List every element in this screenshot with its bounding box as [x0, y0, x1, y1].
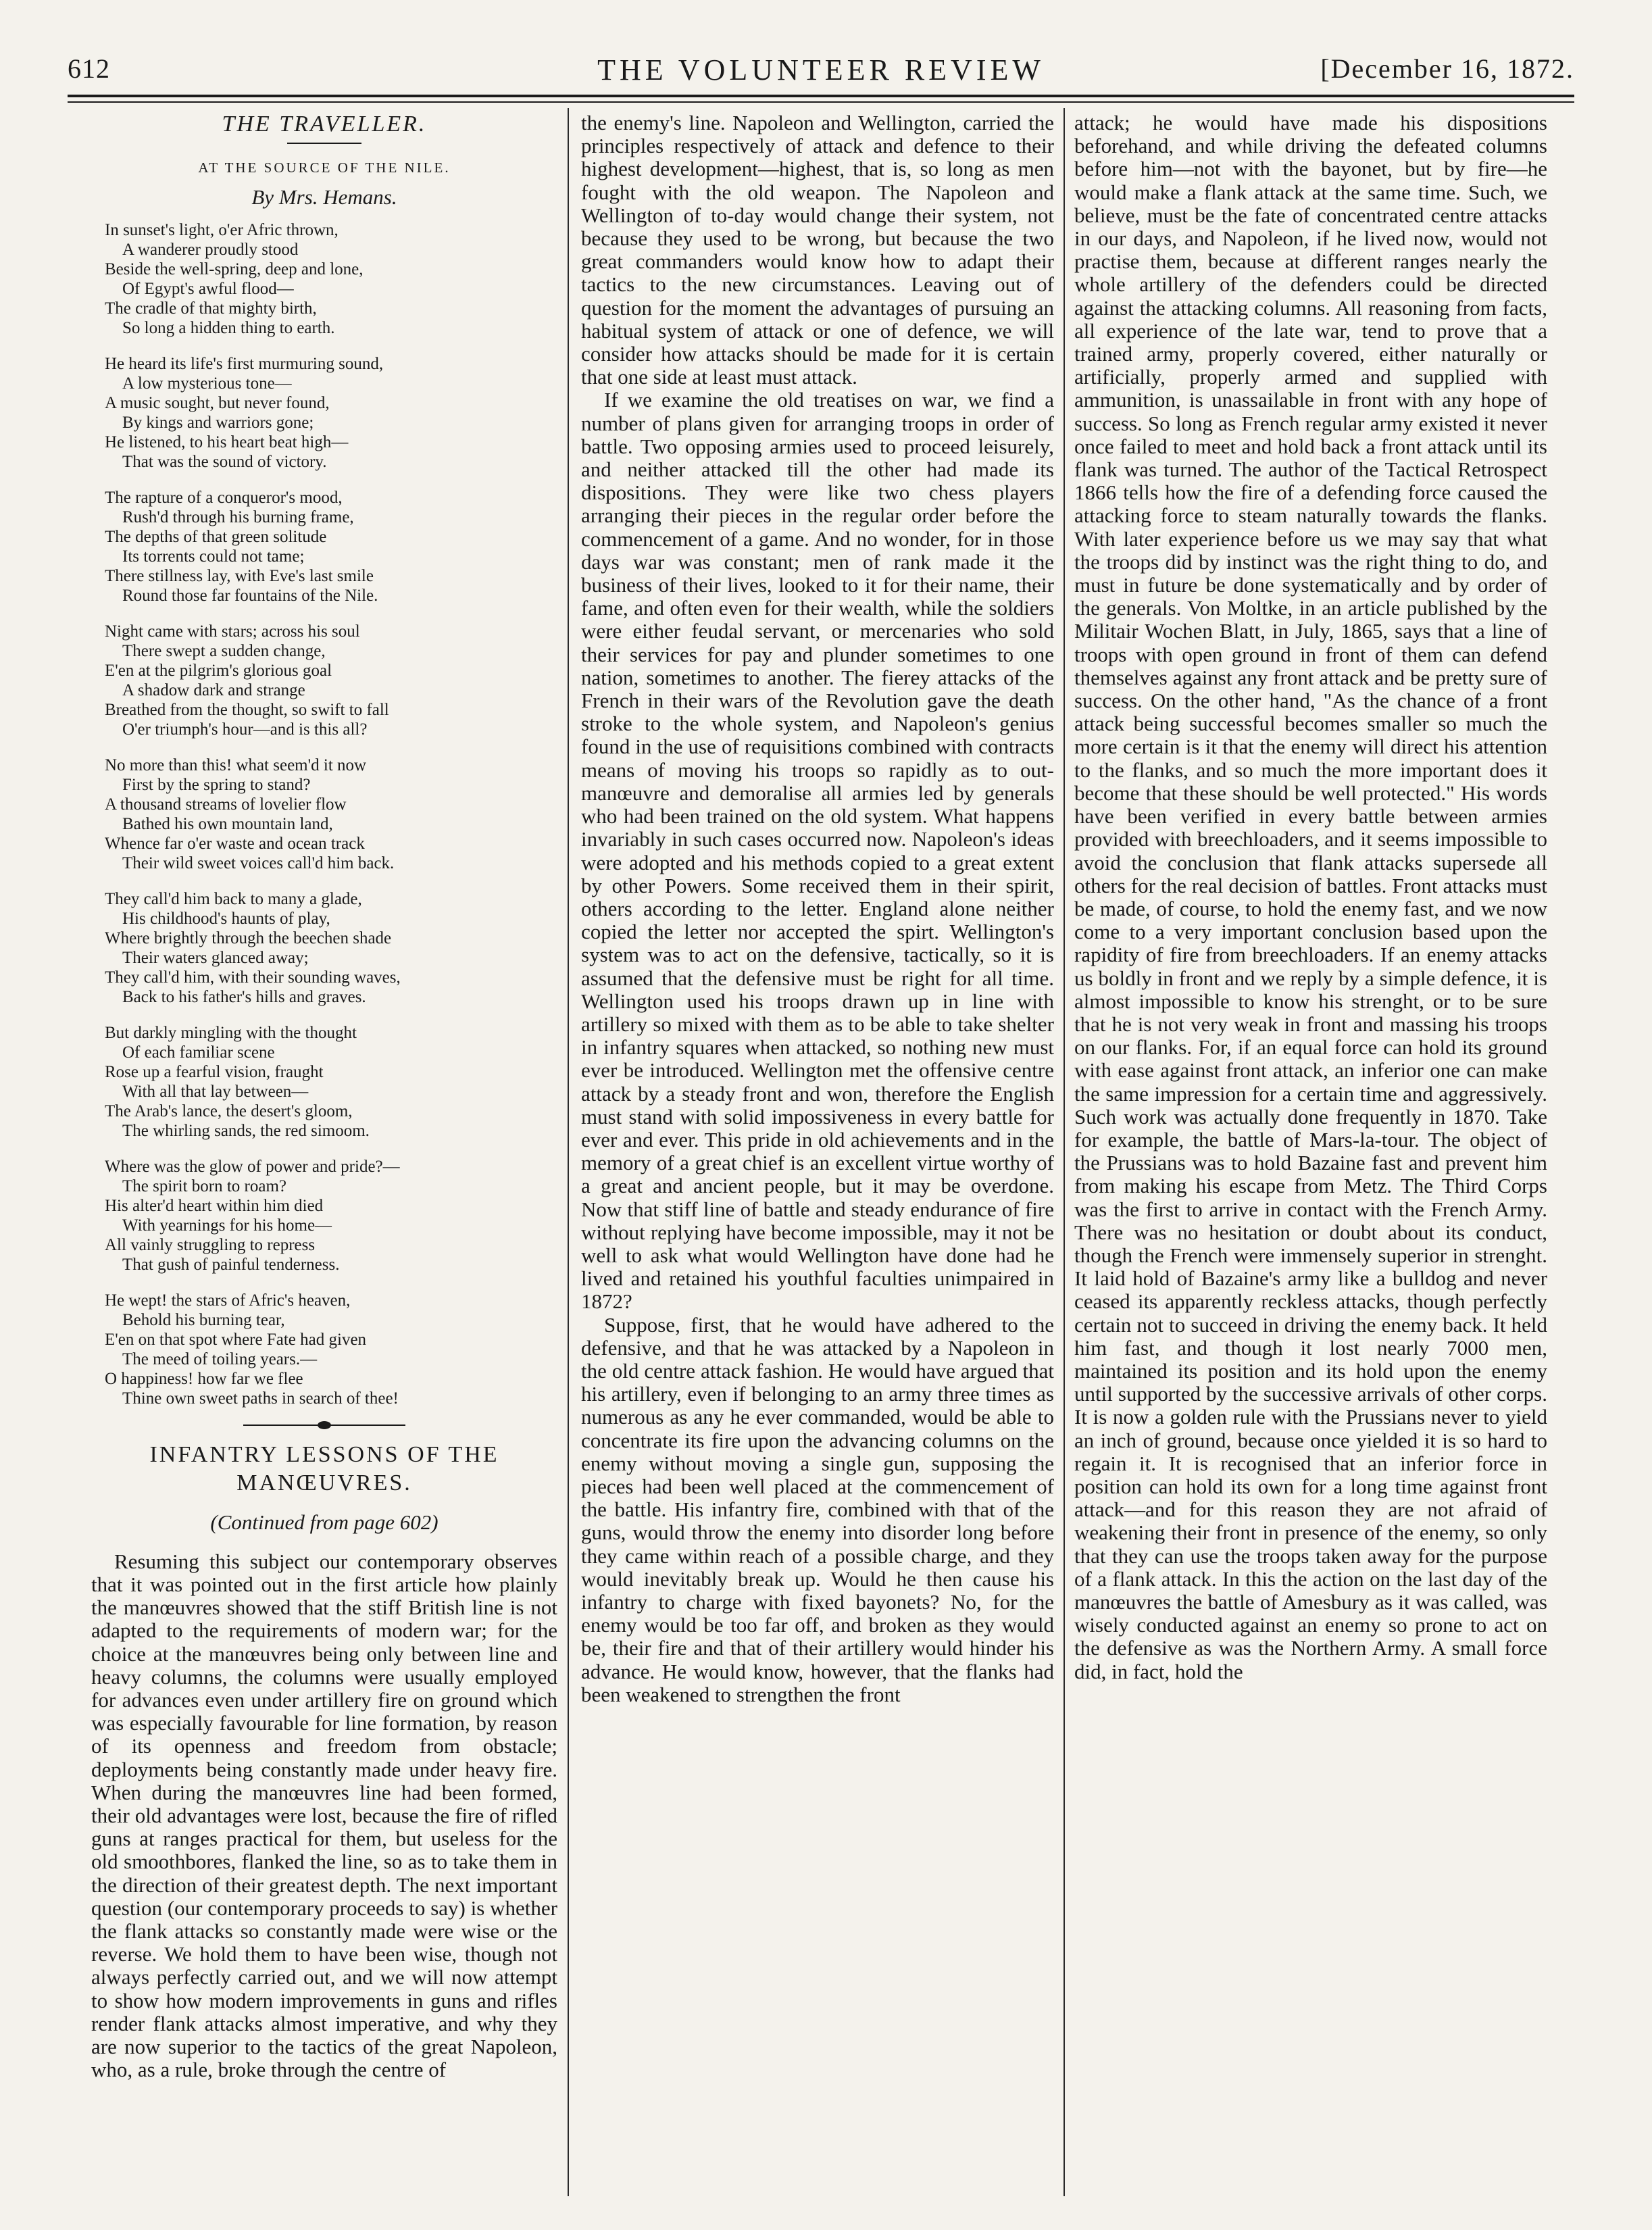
- article-body-col3: [1074, 112, 1547, 1683]
- article-paragraph: Resuming this subject our contemporary observes that it was pointed out in the first article how plainly the manœuvres showed that the stiff British line is not adapted to the requirements of modern war; for the choice at the manœuvres being only between line and heavy columns, the columns were usually employed for advances even under artillery fire on ground which was especially favourable for line formation, by reason of its openness and freedom from obstacle; deployments being constantly made under heavy fire. When during the manœuvres line had been formed, their old advantages were lost, because the fire of rifled guns at ranges practical for them, but useless for the old smoothbores, flanked the line, so as to take them in the direction of their greatest depth. The next important question (our contemporary proceeds to say) is whether the flank attacks so constantly made were wise or the reverse. We hold them to have been wise, though not always perfectly carried out, and we will now attempt to show how modern improvements in guns and rifles render flank attacks almost imperative, and why they are now superior to the tactics of the great Napoleon, who, as a rule, broke through the centre of: [91, 1549, 557, 2082]
- article-body-col2: [581, 112, 1054, 1706]
- section-divider: [243, 1424, 405, 1426]
- poem-line: A low mysterious tone—: [122, 374, 292, 393]
- column-rule-right: [1063, 108, 1065, 2196]
- poem-line: That gush of painful tenderness.: [122, 1255, 340, 1274]
- poem-line: He wept! the stars of Afric's heaven,: [105, 1291, 351, 1310]
- poem-stanza: [105, 1157, 557, 1274]
- poem-line: Rush'd through his burning frame,: [122, 507, 354, 526]
- poem-line: All vainly struggling to repress: [105, 1235, 316, 1254]
- poem-stanzas: [91, 220, 557, 1408]
- poem-line: The cradle of that mighty birth,: [105, 299, 317, 318]
- poem-line: Their waters glanced away;: [122, 948, 309, 967]
- poem-line: Of each familiar scene: [122, 1043, 275, 1062]
- poem-line: Back to his father's hills and graves.: [122, 987, 366, 1006]
- poem-line: The Arab's lance, the desert's gloom,: [105, 1101, 353, 1120]
- poem-stanza: [105, 1023, 557, 1141]
- poem-line: O'er triumph's hour—and is this all?: [122, 720, 368, 739]
- article-paragraph: If we examine the old treatises on war, we find a number of plans given for arranging troops in order of battle. Two opposing armies used to proceed leisurely, and neither attacked till the other had made its dispositions. They were like two chess players arranging their pieces in the regular order before the commencement of a game. And no wonder, for in those days war was constant; men of rank made it the business of their lives, looked to it for their name, their fame, and often even for their wealth, while the soldiers were either feudal servant, or mercenaries who sold their services for pay and plunder sometimes to one nation, sometimes to another. The fierey attacks of the French in their wars of the Revolution gave the death stroke to the whole system, and Napoleon's genius found in the use of requisitions combined with contracts means of moving his troops so rapidly as to out-manœuvre and demoralise all armies led by generals who had been trained on the old system. What happens invariably in such cases occurred now. Napoleon's ideas were adopted and his methods copied to a great extent by other Powers. Some received them in their spirit, others according to the letter. England alone neither copied the letter nor accepted the spirt. Wellington's system was to act on the defensive, tactically, so it is assumed that the defensive must be right for all time. Wellington used his troops drawn up in line with artillery so mixed with them as to be able to take shelter in infantry squares when attacked, so nothing new must ever be introduced. Wellington met the offensive centre attack by a steady front and won, therefore the English must stand with solid impossiveness in every battle for ever and ever. This pride in old achievements and in the memory of a great chief is an excellent virtue worthy of a great and ancient people, but it may be overdone. Now that stiff line of battle and steady endurance of fire without replying have become impossible, may it not be well to ask what would Wellington have done had he lived and retained his youthful faculties unimpaired in 1872?: [581, 388, 1054, 1314]
- poem-line: But darkly mingling with the thought: [105, 1023, 357, 1042]
- poem-line: Their wild sweet voices call'd him back.: [122, 853, 395, 872]
- poem-line: By kings and warriors gone;: [122, 413, 314, 432]
- poem-line: A shadow dark and strange: [122, 680, 305, 699]
- poem-stanza: [105, 755, 557, 873]
- poem-line: With all that lay between—: [122, 1082, 309, 1101]
- poem-line: Beside the well-spring, deep and lone,: [105, 259, 364, 278]
- poem-line: O happiness! how far we flee: [105, 1369, 303, 1388]
- poem-line: The depths of that green solitude: [105, 527, 327, 546]
- article-paragraph: attack; he would have made his dispositions beforehand, and while driving the defeated columns before him—not with the bayonet, but by fire—he would make a flank attack at the same time. Such, we believe, must be the fate of concentrated centre attacks in our days, and Napoleon, if he lived now, would not practise them, because at different ranges nearly the whole artillery of the defenders could be directed against the attacking columns. All reasoning from facts, all experience of the late war, tend to prove that a trained army, properly covered, either naturally or artificially, properly armed and supplied with ammunition, is unassailable in front with any hope of success. So long as French regular army existed it never once failed to meet and hold back a front attack until its flank was turned. The author of the Tactical Retrospect 1866 tells how the fire of a defending force caused the attacking force to steam naturally towards the flanks. With later experience before us we may say that what the troops did by instinct was the right thing to do, and must in future be done systematically and by order of the generals. Von Moltke, in an article published by the Militair Wochen Blatt, in July, 1865, says that a line of troops with open ground in front of them can defend themselves against any front attack and be pretty sure of success. On the other hand, "As the chance of a front attack being successful becomes smaller so much the more certain is it that the enemy will direct his attention to the flanks, and so much the more important does it become that these should be well protected." His words have been verified in every battle between armies provided with breechloaders, and it seems impossible to avoid the conclusion that flank attacks supersede all others for the real decision of battles. Front attacks must be made, of course, to hold the enemy fast, and we now come to a very important conclusion based upon the rapidity of fire from breechloaders. If an enemy attacks us boldly in front and we reply by a simple defence, it is almost impossible to know his strenght, or to be sure that he is not very weak in front and massing his troops on our flanks. For, if an equal force can hold its ground with ease against front attack, an inferior one can make the same impression for a certain time and aggressively. Such work was actually done frequently in 1870. Take for example, the battle of Mars-la-tour. The object of the Prussians was to hold Bazaine fast and prevent him from making his escape from Metz. The Third Corps was the first to arrive in contact with the French Army. There was no hesitation or doubt about its conduct, though the French were immensely superior in strenght. It laid hold of Bazaine's army like a bulldog and never ceased its apparently reckless attacks, though perfectly certain not to succeed in driving the enemy back. It held him fast, and though it lost nearly 7000 men, maintained its position and its hold upon the enemy until supported by the successive arrivals of other corps. It is now a golden rule with the Prussians never to yield an inch of ground, because once yielded it is so hard to regain it. It is recognised that an inferior force in position can hold its own for a long time against front attack—and for this reason they are not afraid of weakening their front in presence of the enemy, so only that they can use the troops taken away for the purpose of a flank attack. In this the action on the last day of the manœuvres the battle of Amesbury as it was called, was wisely conducted against an enemy so prone to act on the defensive as was the Northern Army. A small force did, in fact, hold the: [1074, 112, 1547, 1683]
- poem-line: Whence far o'er waste and ocean track: [105, 834, 365, 853]
- poem-line: With yearnings for his home—: [122, 1216, 332, 1235]
- article-paragraph: the enemy's line. Napoleon and Wellington, carried the principles respectively of attack and defence to their highest development—highest, that is, so long as men fought with the old weapon. The Napoleon and Wellington of to-day would change their system, not because they used to be wrong, but because the two great commanders would know how to adapt their tactics to the new circumstances. Leaving out of question for the moment the advantages of pursuing an habitual system of attack or one of defence, we will consider how attacks should be made for it is certain that one side at least must attack.: [581, 112, 1054, 389]
- poem-stanza: [105, 220, 557, 338]
- poem-line: Breathed from the thought, so swift to fall: [105, 700, 389, 719]
- poem-line: He heard its life's first murmuring sound,: [105, 354, 384, 373]
- poem-line: Of Egypt's awful flood—: [122, 279, 294, 298]
- column-rule-left: [568, 108, 569, 2196]
- poem-line: He listened, to his heart beat high—: [105, 432, 349, 451]
- poem-line: E'en at the pilgrim's glorious goal: [105, 661, 332, 680]
- article-title: INFANTRY LESSONS OF THE MANŒUVRES.: [149, 1441, 499, 1495]
- issue-date: [December 16, 1872.: [1320, 53, 1574, 84]
- poem-line: The meed of toiling years.—: [122, 1349, 318, 1368]
- article-paragraph: Suppose, first, that he would have adhered to the defensive, and that he was attacked by a Napoleon in the old centre attack fashion. He would have argued that his artillery, even if belonging to an army three times as numerous as any he ever commanded, would be able to concentrate its fire upon the advancing columns on the enemy without moving a single gun, supposing the pieces had been well placed at the commencement of the battle. His infantry fire, combined with that of the guns, would throw the enemy into disorder long before they came within reach of a possible charge, and they would inevitably break up. Would he then cause his infantry to charge with fixed bayonets? No, for the enemy would be too far off, and broken as they would be, their fire and that of their artillery would hinder his advance. He would know, however, that the flanks had been weakened to strengthen the front: [581, 1312, 1054, 1706]
- poem-line: Its torrents could not tame;: [122, 547, 305, 566]
- poem-line: There stillness lay, with Eve's last smile: [105, 566, 374, 585]
- poem-line: The spirit born to roam?: [122, 1176, 286, 1195]
- poem-line: Thine own sweet paths in search of thee!: [122, 1389, 399, 1408]
- poem-line: They call'd him back to many a glade,: [105, 889, 362, 908]
- poem-author: By Mrs. Hemans.: [251, 185, 397, 209]
- poem-line: A thousand streams of lovelier flow: [105, 795, 347, 814]
- poem-line: In sunset's light, o'er Afric thrown,: [105, 220, 339, 239]
- poem-line: Round those far fountains of the Nile.: [122, 586, 378, 605]
- poem-line: Where was the glow of power and pride?—: [105, 1157, 400, 1176]
- poem-line: The rapture of a conqueror's mood,: [105, 488, 343, 507]
- poem-subtitle: AT THE SOURCE OF THE NILE.: [198, 159, 451, 176]
- poem-stanza: [105, 354, 557, 472]
- poem-line: Behold his burning tear,: [122, 1310, 285, 1329]
- poem-line: His childhood's haunts of play,: [122, 909, 330, 928]
- column-3: [1074, 112, 1547, 2193]
- poem-line: Night came with stars; across his soul: [105, 622, 360, 641]
- poem-line: No more than this! what seem'd it now: [105, 755, 367, 774]
- header-rule-thin: [68, 101, 1574, 103]
- poem-line: A wanderer proudly stood: [122, 240, 299, 259]
- poem-line: That was the sound of victory.: [122, 452, 327, 471]
- poem-stanza: [105, 488, 557, 605]
- paper-title: THE VOLUNTEER REVIEW: [597, 53, 1045, 86]
- poem-stanza: [105, 1291, 557, 1408]
- poem-title: THE TRAVELLER.: [222, 112, 427, 137]
- poem-line: The whirling sands, the red simoom.: [122, 1121, 370, 1140]
- poem-stanza: [105, 622, 557, 739]
- poem-line: So long a hidden thing to earth.: [122, 318, 335, 337]
- poem-stanza: [105, 889, 557, 1007]
- poem-line: His alter'd heart within him died: [105, 1196, 324, 1215]
- column-2: [581, 112, 1054, 2193]
- poem-line: First by the spring to stand?: [122, 775, 311, 794]
- poem-line: There swept a sudden change,: [122, 641, 326, 660]
- poem-line: They call'd him, with their sounding waves,: [105, 968, 401, 987]
- poem-line: Rose up a fearful vision, fraught: [105, 1062, 324, 1081]
- poem-line: E'en on that spot where Fate had given: [105, 1330, 367, 1349]
- poem-line: Where brightly through the beechen shade: [105, 928, 392, 947]
- poem-line: A music sought, but never found,: [105, 393, 330, 412]
- page-number: 612: [68, 53, 110, 84]
- continued-note: (Continued from page 602): [210, 1510, 439, 1534]
- masthead: [68, 53, 1574, 100]
- title-rule: [287, 143, 361, 144]
- article-body-col1: [91, 1550, 557, 2082]
- poem-line: Bathed his own mountain land,: [122, 814, 333, 833]
- header-rule: [68, 95, 1574, 97]
- column-1: [91, 112, 557, 2193]
